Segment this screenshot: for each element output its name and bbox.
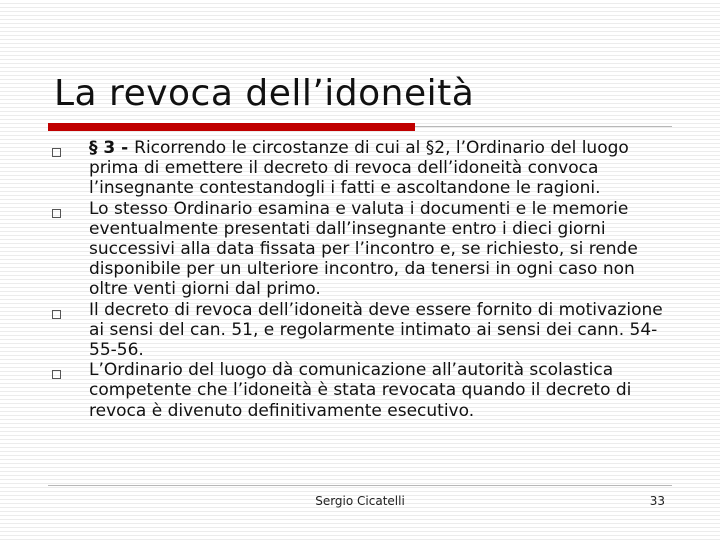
bullet-text: Il decreto di revoca dell’idoneità deve essere fornito di motivazione ai sensi del can. 51, e regolarmente intimato ai sensi dei cann. 54-55-56.: [89, 299, 663, 361]
square-bullet-icon: [52, 148, 61, 157]
square-bullet-icon: [52, 209, 61, 218]
bullet-text: Lo stesso Ordinario esamina e valuta i documenti e le memorie eventualmente presentati dall’insegnante entro i dieci giorni successivi alla data fissata per l’incontro e, se richiesto, si rende disponibile per un ulteriore incontro, da tenersi in ogni caso non oltre venti giorni dal primo.: [89, 198, 638, 300]
section-reference: § 3 -: [89, 138, 135, 158]
bullet-list: [48, 138, 678, 421]
footer-author: Sergio Cicatelli: [315, 494, 405, 508]
bullet-text: Ricorrendo le circostanze di cui al §2, l’Ordinario del luogo prima di emettere il decreto di revoca dell’idoneità convoca l’insegnante contestandogli i fatti e ascoltandone le ragioni.: [89, 138, 629, 199]
footer-divider: [48, 485, 672, 486]
bullet-item: [48, 138, 678, 199]
slide-title: La revoca dell’idoneità: [54, 73, 475, 114]
page-number: 33: [649, 494, 665, 508]
square-bullet-icon: [52, 370, 61, 379]
bullet-item: [48, 199, 678, 300]
bullet-item: [48, 300, 678, 361]
title-accent-bar: [48, 123, 415, 131]
square-bullet-icon: [52, 310, 61, 319]
bullet-text: L’Ordinario del luogo dà comunicazione all’autorità scolastica competente che l’idoneità è stata revocata quando il decreto di revoca è divenuto definitivamente esecutivo.: [89, 360, 632, 421]
bullet-item: [48, 360, 678, 421]
